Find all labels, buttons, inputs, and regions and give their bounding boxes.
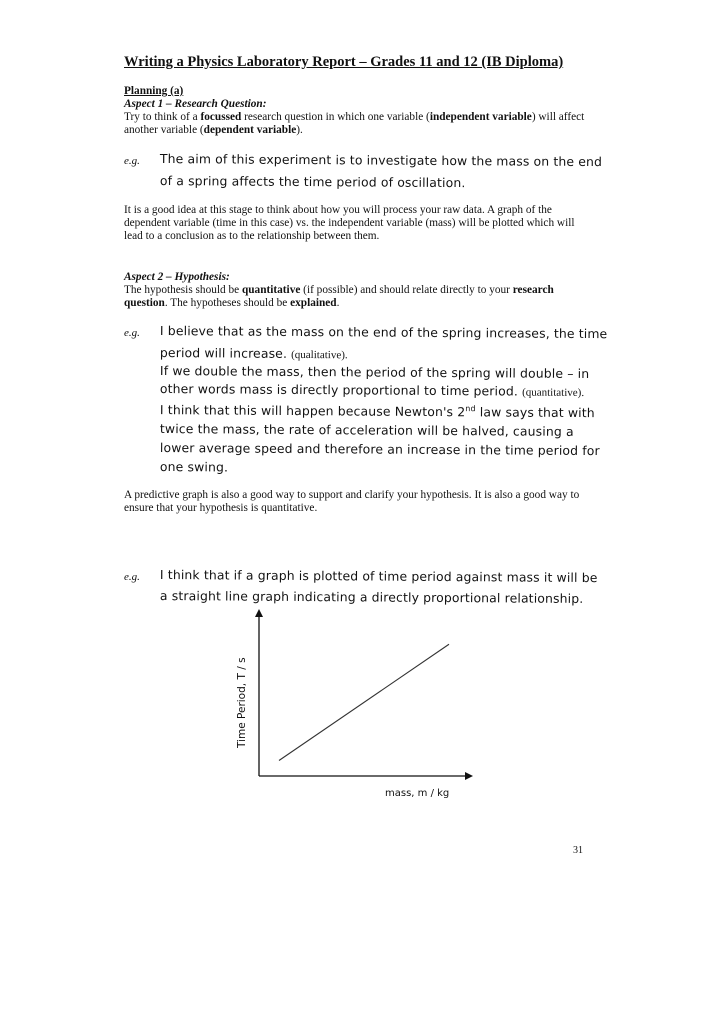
aspect2-intro-bold-question: question	[124, 297, 165, 309]
aspect2-example-line3: If we double the mass, then the period of the spring will double – in	[159, 363, 590, 381]
aspect1-followup-line2: dependent variable (time in this case) vs. the independent variable (mass) will be plotted which will	[124, 217, 575, 229]
aspect1-heading: Aspect 1 – Research Question:	[124, 98, 267, 110]
example2-eg-label: e.g.	[124, 571, 140, 583]
aspect1-intro-text: research question in which one variable (	[241, 111, 430, 123]
x-axis-label: mass, m / kg	[385, 788, 450, 799]
qualitative-note: (qualitative).	[291, 348, 348, 362]
aspect1-followup-line3: lead to a conclusion as to the relationship between them.	[124, 230, 380, 242]
aspect1-intro-text: ).	[296, 124, 303, 136]
aspect2-example-line7: lower average speed and therefore an increase in the time period for	[159, 440, 600, 459]
aspect1-intro-bold-independent: independent variable	[429, 111, 532, 123]
aspect1-intro-bold-dependent: dependent variable	[203, 124, 297, 136]
page-number: 31	[573, 845, 583, 856]
aspect1-example-line1: The aim of this experiment is to investigate how the mass on the end	[159, 151, 603, 170]
aspect2-eg-label: e.g.	[124, 327, 140, 339]
aspect2-intro-text: (if possible) and should relate directly to your	[300, 284, 513, 296]
aspect2-example-line1: I believe that as the mass on the end of the spring increases, the time	[159, 323, 608, 342]
aspect1-followup-line1: It is a good idea at this stage to think about how you will process your raw data. A graph of the	[124, 204, 552, 216]
planning-heading: Planning (a)	[124, 85, 184, 97]
aspect2-example-line6: twice the mass, the rate of acceleration will be halved, causing a	[159, 421, 574, 439]
aspect2-example-line8: one swing.	[159, 459, 229, 475]
aspect2-example-text: law says that with	[475, 404, 595, 421]
aspect1-intro-text: Try to think of a	[124, 111, 201, 123]
aspect1-intro-text: ) will affect	[531, 111, 585, 123]
y-axis-label: Time Period, T / s	[236, 657, 248, 748]
quantitative-note: (quantitative).	[522, 386, 585, 399]
aspect2-example-text: other words mass is directly proportional to time period.	[159, 381, 519, 399]
y-axis-arrow	[255, 609, 263, 617]
aspect2-intro-bold-quantitative: quantitative	[241, 284, 301, 296]
aspect1-example-line2: of a spring affects the time period of oscillation.	[159, 173, 466, 191]
aspect2-heading: Aspect 2 – Hypothesis:	[124, 271, 230, 283]
example2-line1: I think that if a graph is plotted of time period against mass it will be	[159, 567, 598, 586]
predictive-line1: A predictive graph is also a good way to support and clarify your hypothesis. It is also a good way to	[124, 489, 580, 501]
ordinal-superscript: nd	[465, 404, 476, 414]
series-line-0	[279, 644, 449, 760]
x-axis-arrow	[465, 772, 473, 780]
page-title: Writing a Physics Laboratory Report – Grades 11 and 12 (IB Diploma)	[124, 54, 564, 70]
aspect1-intro-bold-focussed: focussed	[200, 111, 242, 123]
aspect2-intro-bold-research: research	[512, 284, 554, 296]
aspect2-intro-text: .	[336, 297, 340, 309]
aspect2-intro-text: The hypothesis should be	[124, 284, 242, 296]
aspect2-intro-bold-explained: explained	[290, 297, 337, 309]
example2-line2: a straight line graph indicating a directly proportional relationship.	[159, 588, 584, 606]
aspect1-intro-text: another variable (	[124, 124, 204, 136]
aspect2-intro-text: . The hypotheses should be	[164, 297, 291, 309]
aspect1-eg-label: e.g.	[124, 155, 140, 167]
aspect2-example-text: period will increase.	[159, 345, 288, 361]
aspect2-example-text: I think that this will happen because Newton's 2	[159, 402, 466, 420]
predictive-line2: ensure that your hypothesis is quantitative.	[124, 502, 318, 514]
